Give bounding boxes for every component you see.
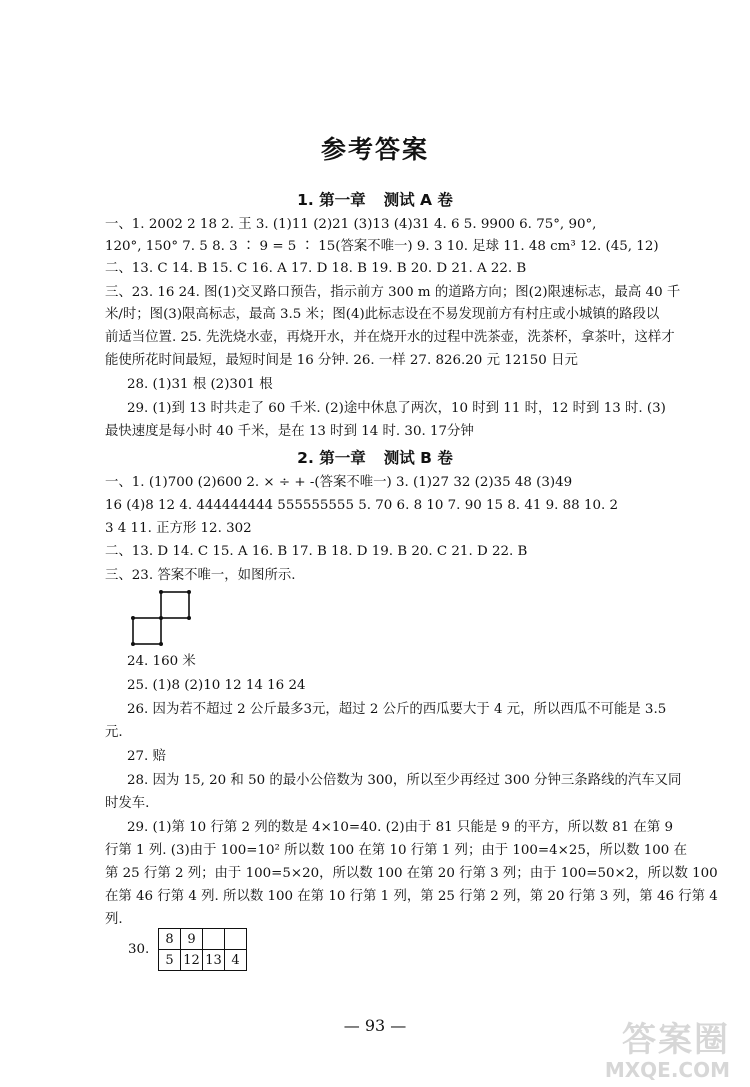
section-1-chapter: 1. 第一章 bbox=[297, 191, 366, 209]
page-title: 参考答案 bbox=[320, 135, 429, 164]
answer-line: 25. (1)8 (2)10 12 14 16 24 bbox=[127, 678, 306, 693]
answer-line: 28. 因为 15, 20 和 50 的最小公倍数为 300，所以至少再经过 300 分钟三条路线的汽车又同 bbox=[127, 773, 682, 788]
answer-line: 一、1. 2002 2 18 2. 王 3. (1)11 (2)21 (3)13 (4)31 4. 6 5. 9900 6. 75°, 90°, bbox=[105, 217, 597, 232]
watermark-url: MXQE.COM bbox=[604, 1058, 730, 1082]
answer-line: 前适当位置. 25. 先洗烧水壶，再烧开水，并在烧开水的过程中洗茶壶，洗茶杯，拿茶叶，这样才 bbox=[105, 330, 675, 345]
page-number: — 93 — bbox=[343, 1016, 407, 1035]
answer-line: 能使所花时间最短，最短时间是 16 分钟. 26. 一样 27. 826.20 元 12150 日元 bbox=[105, 353, 578, 368]
section-heading-2 bbox=[0, 446, 750, 468]
site-watermark bbox=[605, 1021, 730, 1081]
answer-line: 最快速度是每小时 40 千米，是在 13 时到 14 时. 30. 17分钟 bbox=[105, 424, 474, 439]
answer-line: 24. 160 米 bbox=[127, 654, 196, 669]
answer-line: 二、13. C 14. B 15. C 16. A 17. D 18. B 19. B 20. D 21. A 22. B bbox=[105, 261, 527, 276]
section-heading-1 bbox=[0, 188, 750, 210]
answer-line: 米/时；图(3)限高标志，最高 3.5 米；图(4)此标志设在不易发现前方有村庄或小城镇的路段以 bbox=[105, 307, 660, 322]
answer-line: 120°, 150° 7. 5 8. 3 ∶ 9 = 5 ∶ 15(答案不唯一) 9. 3 10. 足球 11. 48 cm³ 12. (45, 12) bbox=[105, 239, 659, 254]
grid-cell: 13 bbox=[203, 950, 225, 971]
answer-line: 第 25 行第 2 列；由于 100=5×20，所以数 100 在第 20 行第 3 列；由于 100=50×2，所以数 100 bbox=[105, 866, 718, 881]
grid-cell: 9 bbox=[181, 929, 203, 950]
answer-line: 26. 因为若不超过 2 公斤最多3元，超过 2 公斤的西瓜要大于 4 元，所以西瓜不可能是 3.5 bbox=[127, 702, 667, 717]
answer-line: 16 (4)8 12 4. 444444444 555555555 5. 70 6. 8 10 7. 90 15 8. 41 9. 88 10. 2 bbox=[105, 498, 619, 513]
answer-line: 在第 46 行第 4 列. 所以数 100 在第 10 行第 1 列，第 25 行第 2 列，第 20 行第 3 列，第 46 行第 4 bbox=[105, 889, 718, 904]
watermark-logo-text: 答案圈 bbox=[622, 1020, 730, 1060]
grid-cell: 8 bbox=[159, 929, 181, 950]
grid-cell: 4 bbox=[225, 950, 247, 971]
q23-square-figure bbox=[128, 586, 198, 656]
section-1-test: 测试 A 卷 bbox=[383, 191, 453, 209]
answer-line: 时发车. bbox=[105, 796, 150, 811]
answer-line: 元. bbox=[105, 725, 123, 740]
section-2-test: 测试 B 卷 bbox=[383, 449, 453, 467]
answer-line: 28. (1)31 根 (2)301 根 bbox=[127, 377, 273, 392]
answer-line: 29. (1)到 13 时共走了 60 千米. (2)途中休息了两次，10 时到 11 时，12 时到 13 时. (3) bbox=[127, 401, 666, 416]
answer-line: 3 4 11. 正方形 12. 302 bbox=[105, 521, 252, 536]
grid-cell bbox=[203, 929, 225, 950]
answer-line: 三、23. 16 24. 图(1)交叉路口预告，指示前方 300 m 的道路方向；图(2)限速标志，最高 40 千 bbox=[105, 285, 681, 300]
grid-row bbox=[159, 950, 247, 971]
answer-line: 27. 赔 bbox=[127, 749, 166, 764]
answer-line: 行第 1 列. (3)由于 100=10² 所以数 100 在第 10 行第 1 列；由于 100=4×25，所以数 100 在 bbox=[105, 843, 687, 858]
section-2-chapter: 2. 第一章 bbox=[297, 449, 366, 467]
answer-line: 29. (1)第 10 行第 2 列的数是 4×10=40. (2)由于 81 只能是 9 的平方，所以数 81 在第 9 bbox=[127, 820, 673, 835]
answer-line: 列. bbox=[105, 912, 123, 927]
grid-cell bbox=[225, 929, 247, 950]
grid-cell: 5 bbox=[159, 950, 181, 971]
answer-line: 三、23. 答案不唯一，如图所示. bbox=[105, 568, 296, 583]
q30-number-grid bbox=[158, 928, 247, 971]
answer-line: 二、13. D 14. C 15. A 16. B 17. B 18. D 19. B 20. C 21. D 22. B bbox=[105, 544, 528, 559]
answer-line: 一、1. (1)700 (2)600 2. × ÷ + -(答案不唯一) 3. (1)27 32 (2)35 48 (3)49 bbox=[105, 475, 573, 490]
grid-cell: 12 bbox=[181, 950, 203, 971]
grid-row bbox=[159, 929, 247, 950]
q30-label: 30. bbox=[128, 942, 150, 957]
